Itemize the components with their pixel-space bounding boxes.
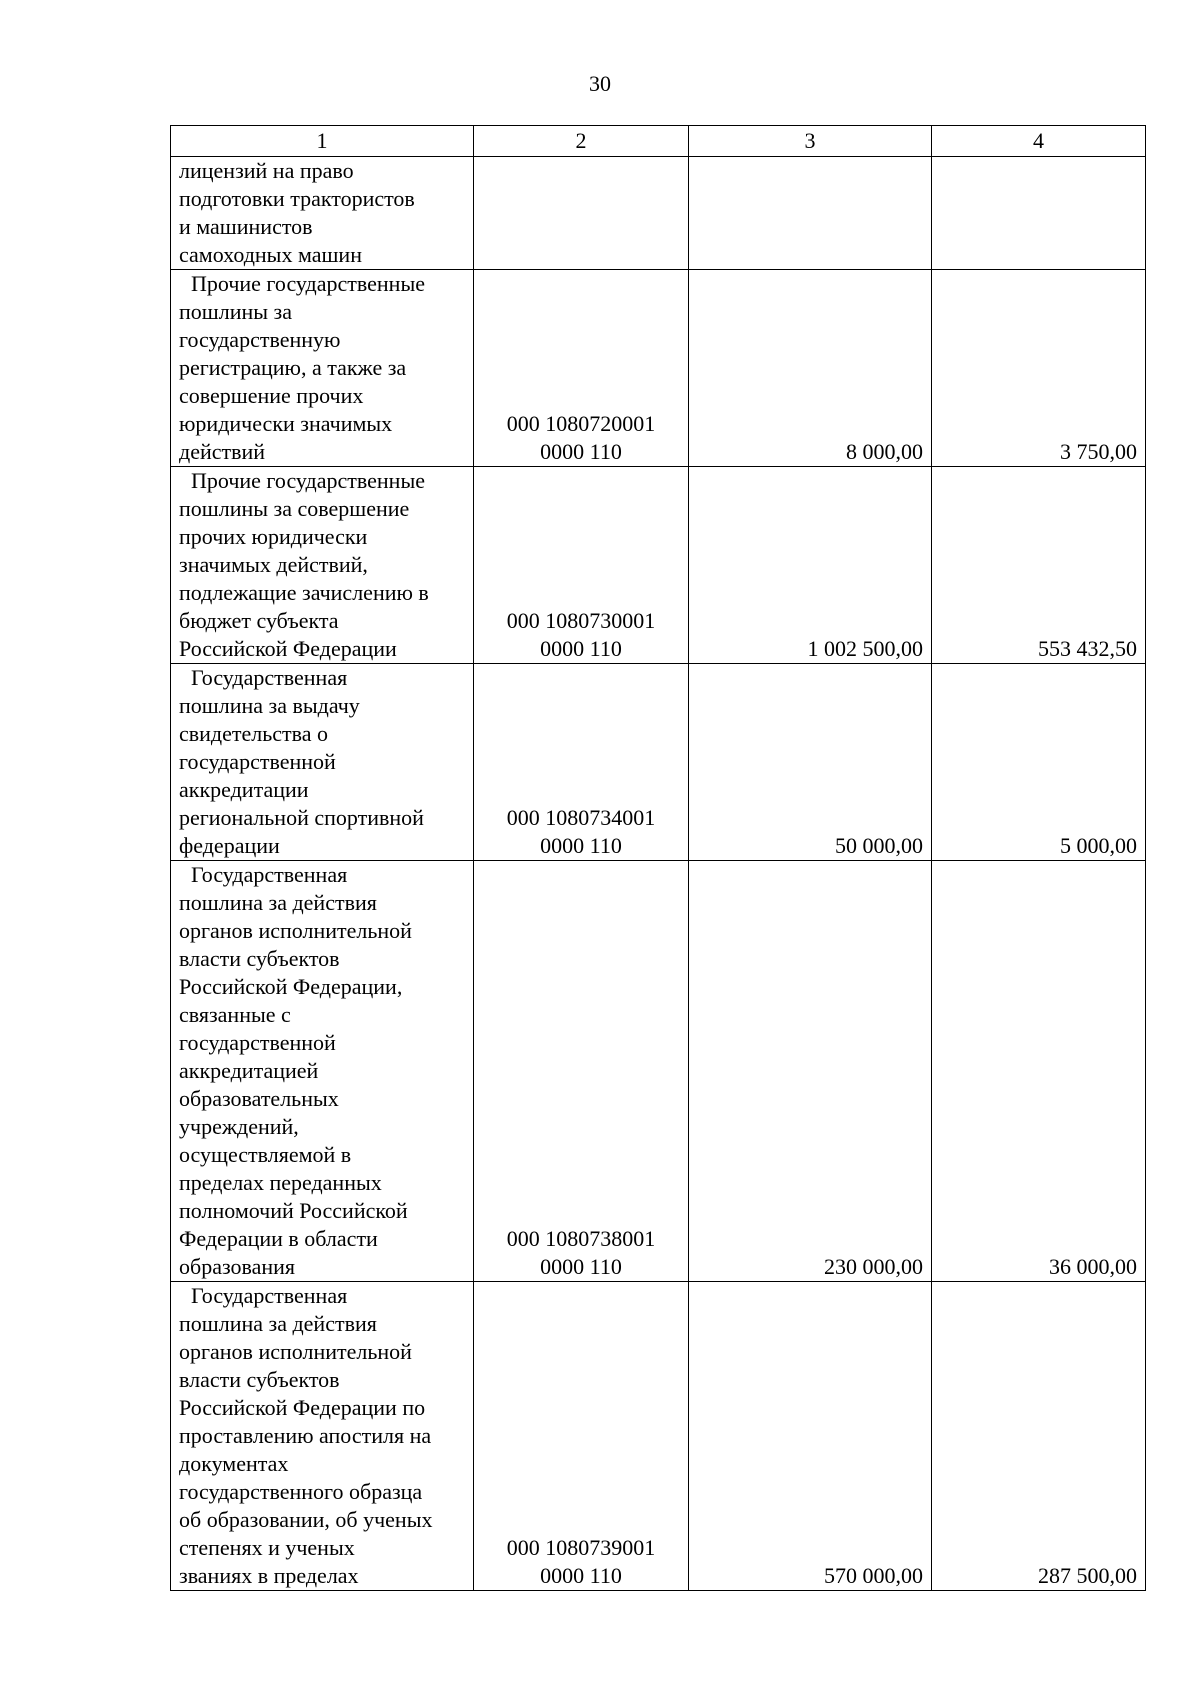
row-amount-col3: 230 000,00	[689, 861, 932, 1282]
row-code-line: 000 1080734001	[506, 805, 656, 830]
row-name-line: Государственная	[191, 665, 348, 690]
row-name-line: образования	[179, 1254, 296, 1279]
row-code-line: 000 1080730001	[506, 608, 656, 633]
row-name-line: пределах переданных	[179, 1170, 382, 1195]
row-name-line: лицензий на право	[179, 158, 354, 183]
row-code-cell	[474, 861, 689, 1282]
page-number: 30	[589, 71, 611, 96]
row-name-line: бюджет субъекта	[179, 608, 339, 633]
row-name-line: Федерации в области	[179, 1226, 378, 1251]
row-amount-col3: 50 000,00	[689, 664, 932, 861]
table-row	[171, 861, 1146, 1282]
row-name-line: об образовании, об ученых	[179, 1507, 433, 1532]
row-name-line: пошлина за выдачу	[179, 693, 360, 718]
row-name-line: и машинистов	[179, 214, 313, 239]
row-code-line: 0000 110	[540, 1563, 622, 1588]
row-code-cell	[474, 157, 689, 270]
row-code-line: 0000 110	[540, 833, 622, 858]
row-name-line: образовательных	[179, 1086, 339, 1111]
row-amount-col4	[932, 157, 1146, 270]
row-name-line: региональной спортивной	[179, 805, 424, 830]
row-name-line: Российской Федерации	[179, 636, 397, 661]
row-name-line: регистрацию, а также за	[179, 355, 407, 380]
column-header-4: 4	[932, 126, 1146, 157]
row-name-line: пошлина за действия	[179, 1311, 377, 1336]
row-name-line: документах	[179, 1451, 289, 1476]
row-name-line: действий	[179, 439, 266, 464]
row-amount-col3: 1 002 500,00	[689, 467, 932, 664]
row-name-line: органов исполнительной	[179, 1339, 412, 1364]
row-name-cell	[171, 1282, 474, 1591]
row-name-line: Российской Федерации,	[179, 974, 403, 999]
row-code-line: 000 1080720001	[506, 411, 656, 436]
row-name-line: совершение прочих	[179, 383, 364, 408]
table-row	[171, 157, 1146, 270]
row-code-line: 000 1080738001	[506, 1226, 656, 1251]
row-name-line: Российской Федерации по	[179, 1395, 426, 1420]
row-name-cell	[171, 467, 474, 664]
row-amount-col4: 287 500,00	[932, 1282, 1146, 1591]
row-name-line: Государственная	[191, 862, 348, 887]
column-header-1: 1	[171, 126, 474, 157]
row-amount-col3: 8 000,00	[689, 270, 932, 467]
row-name-line: самоходных машин	[179, 242, 362, 267]
table-header-row	[171, 126, 1146, 157]
row-name-line: органов исполнительной	[179, 918, 412, 943]
row-name-line: полномочий Российской	[179, 1198, 408, 1223]
table-row	[171, 664, 1146, 861]
row-name-line: федерации	[179, 833, 280, 858]
row-name-line: значимых действий,	[179, 552, 368, 577]
row-code-line: 0000 110	[540, 439, 622, 464]
row-name-line: Государственная	[191, 1283, 348, 1308]
row-name-line: осуществляемой в	[179, 1142, 352, 1167]
table-row	[171, 270, 1146, 467]
row-name-line: Прочие государственные	[191, 271, 425, 296]
row-name-line: пошлина за действия	[179, 890, 377, 915]
row-name-line: аккредитации	[179, 777, 309, 802]
row-name-line: юридически значимых	[179, 411, 393, 436]
row-code-cell	[474, 664, 689, 861]
row-name-cell	[171, 270, 474, 467]
table-body	[171, 157, 1146, 1591]
row-name-line: власти субъектов	[179, 1367, 340, 1392]
row-name-line: государственной	[179, 749, 336, 774]
row-amount-col3: 570 000,00	[689, 1282, 932, 1591]
row-code-cell	[474, 1282, 689, 1591]
row-amount-col4: 553 432,50	[932, 467, 1146, 664]
row-amount-col4: 5 000,00	[932, 664, 1146, 861]
table-row	[171, 1282, 1146, 1591]
row-name-line: государственную	[179, 327, 341, 352]
row-name-line: подлежащие зачислению в	[179, 580, 429, 605]
column-header-3: 3	[689, 126, 932, 157]
row-amount-col4: 3 750,00	[932, 270, 1146, 467]
row-name-line: степенях и ученых	[179, 1535, 355, 1560]
column-header-2: 2	[474, 126, 689, 157]
row-code-cell	[474, 270, 689, 467]
row-name-line: государственной	[179, 1030, 336, 1055]
row-name-line: проставлению апостиля на	[179, 1423, 432, 1448]
row-name-line: государственного образца	[179, 1479, 423, 1504]
row-name-line: аккредитацией	[179, 1058, 319, 1083]
row-name-line: пошлины за совершение	[179, 496, 410, 521]
row-amount-col3	[689, 157, 932, 270]
row-code-line: 000 1080739001	[506, 1535, 656, 1560]
row-name-line: связанные с	[179, 1002, 291, 1027]
row-name-line: Прочие государственные	[191, 468, 425, 493]
row-name-cell	[171, 861, 474, 1282]
row-name-line: учреждений,	[179, 1114, 299, 1139]
row-name-line: свидетельства о	[179, 721, 329, 746]
row-name-cell	[171, 157, 474, 270]
row-code-line: 0000 110	[540, 636, 622, 661]
row-code-cell	[474, 467, 689, 664]
row-name-line: власти субъектов	[179, 946, 340, 971]
row-code-line: 0000 110	[540, 1254, 622, 1279]
row-name-line: пошлины за	[179, 299, 292, 324]
revenue-table	[170, 125, 1146, 1591]
row-name-line: прочих юридически	[179, 524, 368, 549]
row-amount-col4: 36 000,00	[932, 861, 1146, 1282]
table-row	[171, 467, 1146, 664]
row-name-line: подготовки трактористов	[179, 186, 415, 211]
row-name-cell	[171, 664, 474, 861]
row-name-line: званиях в пределах	[179, 1563, 359, 1588]
